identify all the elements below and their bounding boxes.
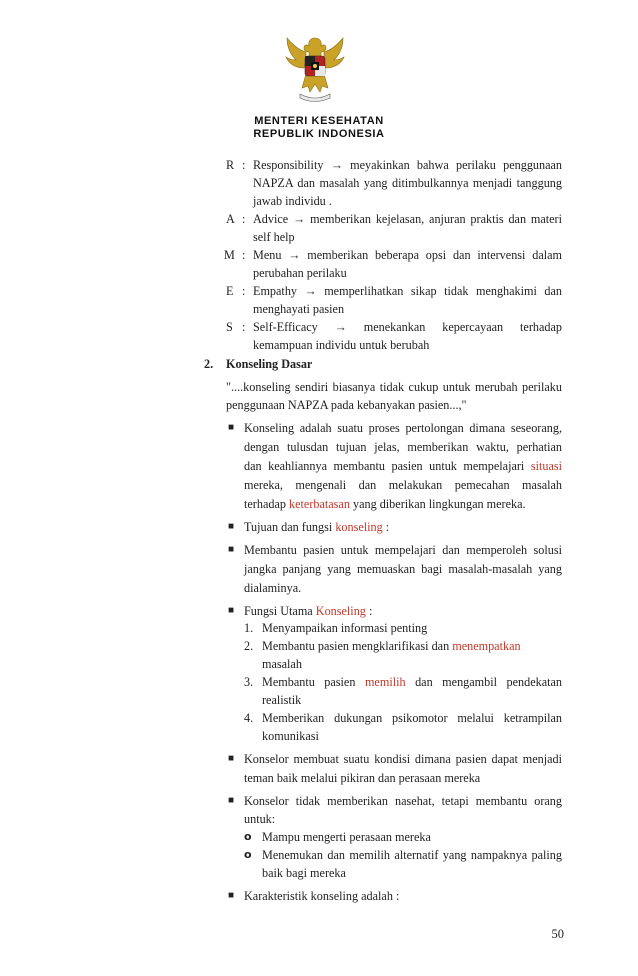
paragraph-line: [244, 457, 562, 475]
highlight-text: konseling: [335, 520, 383, 534]
highlight-text: keterbatasan: [289, 497, 350, 511]
bullet-square-icon: ■: [228, 890, 235, 901]
text-span: Membantu pasien mengklarifikasi dan: [262, 639, 450, 653]
paragraph-line: mereka, mengenali dan melakukan pemecahan masalah: [244, 478, 562, 492]
paragraph-line: Konseling adalah suatu proses pertolongan dimana seseorang,: [244, 421, 562, 435]
paragraph-line: teman baik melalui pikiran dan perasaan mereka: [244, 771, 481, 785]
bullet-square-icon: ■: [228, 605, 235, 616]
paragraph-line: Konselor membuat suatu kondisi dimana pasien dapat menjadi: [244, 752, 562, 766]
highlight-text: situasi: [530, 459, 563, 473]
text-span: Membantu pasien: [262, 675, 356, 689]
redme-line: self help: [253, 230, 295, 244]
bullet-square-icon: ■: [228, 795, 235, 806]
sub-list-item: baik bagi mereka: [262, 866, 346, 880]
redme-sep: :: [242, 212, 246, 226]
list-item: realistik: [262, 693, 302, 707]
text-span: yang diberikan lingkungan mereka.: [352, 497, 526, 511]
paragraph-line: Konselor tidak memberikan nasehat, tetapi membantu orang: [244, 794, 562, 808]
circle-bullet-icon: o: [244, 848, 252, 861]
redme-line: menghayati pasien: [253, 302, 345, 316]
list-number: 2.: [244, 639, 254, 653]
redme-text: memperlihatkan sikap tidak menghakimi dan: [324, 284, 562, 298]
text-span: Fungsi Utama: [244, 604, 313, 618]
redme-line: NAPZA dan masalah yang ditimbulkannya menjadi tanggung: [253, 176, 562, 190]
paragraph-line: dengan tulusdan tujuan jelas, memberikan waktu, perhatian: [244, 440, 562, 454]
redme-text: menekankan kepercayaan terhadap: [363, 320, 562, 334]
redme-line: [253, 318, 562, 336]
bullet-square-icon: ■: [228, 753, 235, 764]
text-span: Tujuan dan fungsi: [244, 520, 333, 534]
redme-letter: A: [226, 212, 235, 226]
list-item: [262, 637, 562, 655]
section-title: Konseling Dasar: [226, 357, 313, 371]
redme-letter: E: [226, 284, 234, 298]
redme-letter: R: [226, 158, 235, 172]
sub-list-item: Menemukan dan memilih alternatif yang nampaknya paling: [262, 848, 562, 862]
redme-sep: :: [242, 248, 246, 262]
highlight-text: memilih: [364, 675, 406, 689]
circle-bullet-icon: o: [244, 830, 252, 843]
redme-letter: S: [226, 320, 233, 334]
bullet-square-icon: ■: [228, 521, 235, 532]
list-item: Menyampaikan informasi penting: [262, 621, 428, 635]
paragraph-line: Karakteristik konseling adalah :: [244, 889, 400, 903]
text-span: :: [385, 520, 390, 534]
bullet-square-icon: ■: [228, 544, 235, 555]
redme-text: memberikan kejelasan, anjuran praktis dan materi: [310, 212, 563, 226]
redme-term: Self-Efficacy: [253, 320, 318, 334]
list-item: masalah: [262, 657, 302, 671]
paragraph-line: Membantu pasien untuk mempelajari dan memperoleh solusi: [244, 543, 562, 557]
redme-term: Empathy: [253, 284, 298, 298]
highlight-text: menempatkan: [452, 639, 521, 653]
arrow-right-icon: →: [304, 284, 317, 298]
redme-letter: M: [224, 248, 235, 262]
highlight-text: Konseling: [315, 604, 366, 618]
text-span: dan keahliannya membantu pasien untuk mempelajari: [244, 459, 525, 473]
redme-term: Advice: [253, 212, 289, 226]
paragraph-line: [244, 602, 562, 620]
paragraph-line: jangka panjang yang memuaskan bagi masalah-masalah yang: [244, 562, 562, 576]
paragraph-line: untuk:: [244, 812, 276, 826]
redme-sep: :: [242, 158, 246, 172]
redme-line: kemampuan individu untuk berubah: [253, 338, 430, 352]
redme-line: [253, 282, 562, 300]
paragraph-line: dialaminya.: [244, 581, 302, 595]
arrow-right-icon: →: [293, 212, 306, 226]
republic-title: REPUBLIK INDONESIA: [253, 128, 385, 140]
page-number: 50: [551, 927, 564, 941]
list-item: [262, 673, 562, 691]
redme-line: jawab individu .: [253, 194, 332, 208]
arrow-right-icon: →: [334, 320, 347, 334]
bullet-square-icon: ■: [228, 422, 235, 433]
text-span: :: [368, 604, 373, 618]
list-number: 3.: [244, 675, 254, 689]
text-span: dan mengambil pendekatan: [415, 675, 562, 689]
sub-list-item: Mampu mengerti perasaan mereka: [262, 830, 431, 844]
redme-term: Menu: [253, 248, 282, 262]
section-number: 2.: [204, 357, 214, 371]
redme-line: [253, 156, 562, 174]
arrow-right-icon: →: [288, 248, 301, 262]
paragraph-line: [244, 495, 562, 513]
list-item: Memberikan dukungan psikomotor melalui ketrampilan: [262, 711, 562, 725]
redme-text: memberikan beberapa opsi dan intervensi dalam: [307, 248, 563, 262]
redme-sep: :: [242, 284, 246, 298]
arrow-right-icon: →: [330, 158, 343, 172]
list-number: 1.: [244, 621, 254, 635]
redme-term: Responsibility: [253, 158, 324, 172]
quote-line: penggunaan NAPZA pada kebanyakan pasien...,": [226, 398, 467, 412]
text-span: terhadap: [244, 497, 286, 511]
list-number: 4.: [244, 711, 254, 725]
list-item: komunikasi: [262, 729, 319, 743]
redme-line: perubahan perilaku: [253, 266, 347, 280]
redme-line: [253, 246, 562, 264]
redme-text: meyakinkan bahwa perilaku penggunaan: [350, 158, 563, 172]
paragraph-line: [244, 518, 562, 536]
redme-sep: :: [242, 320, 246, 334]
ministry-title: MENTERI KESEHATAN: [254, 115, 384, 127]
quote-line: "....konseling sendiri biasanya tidak cukup untuk merubah perilaku: [226, 380, 562, 394]
redme-line: [253, 210, 562, 228]
